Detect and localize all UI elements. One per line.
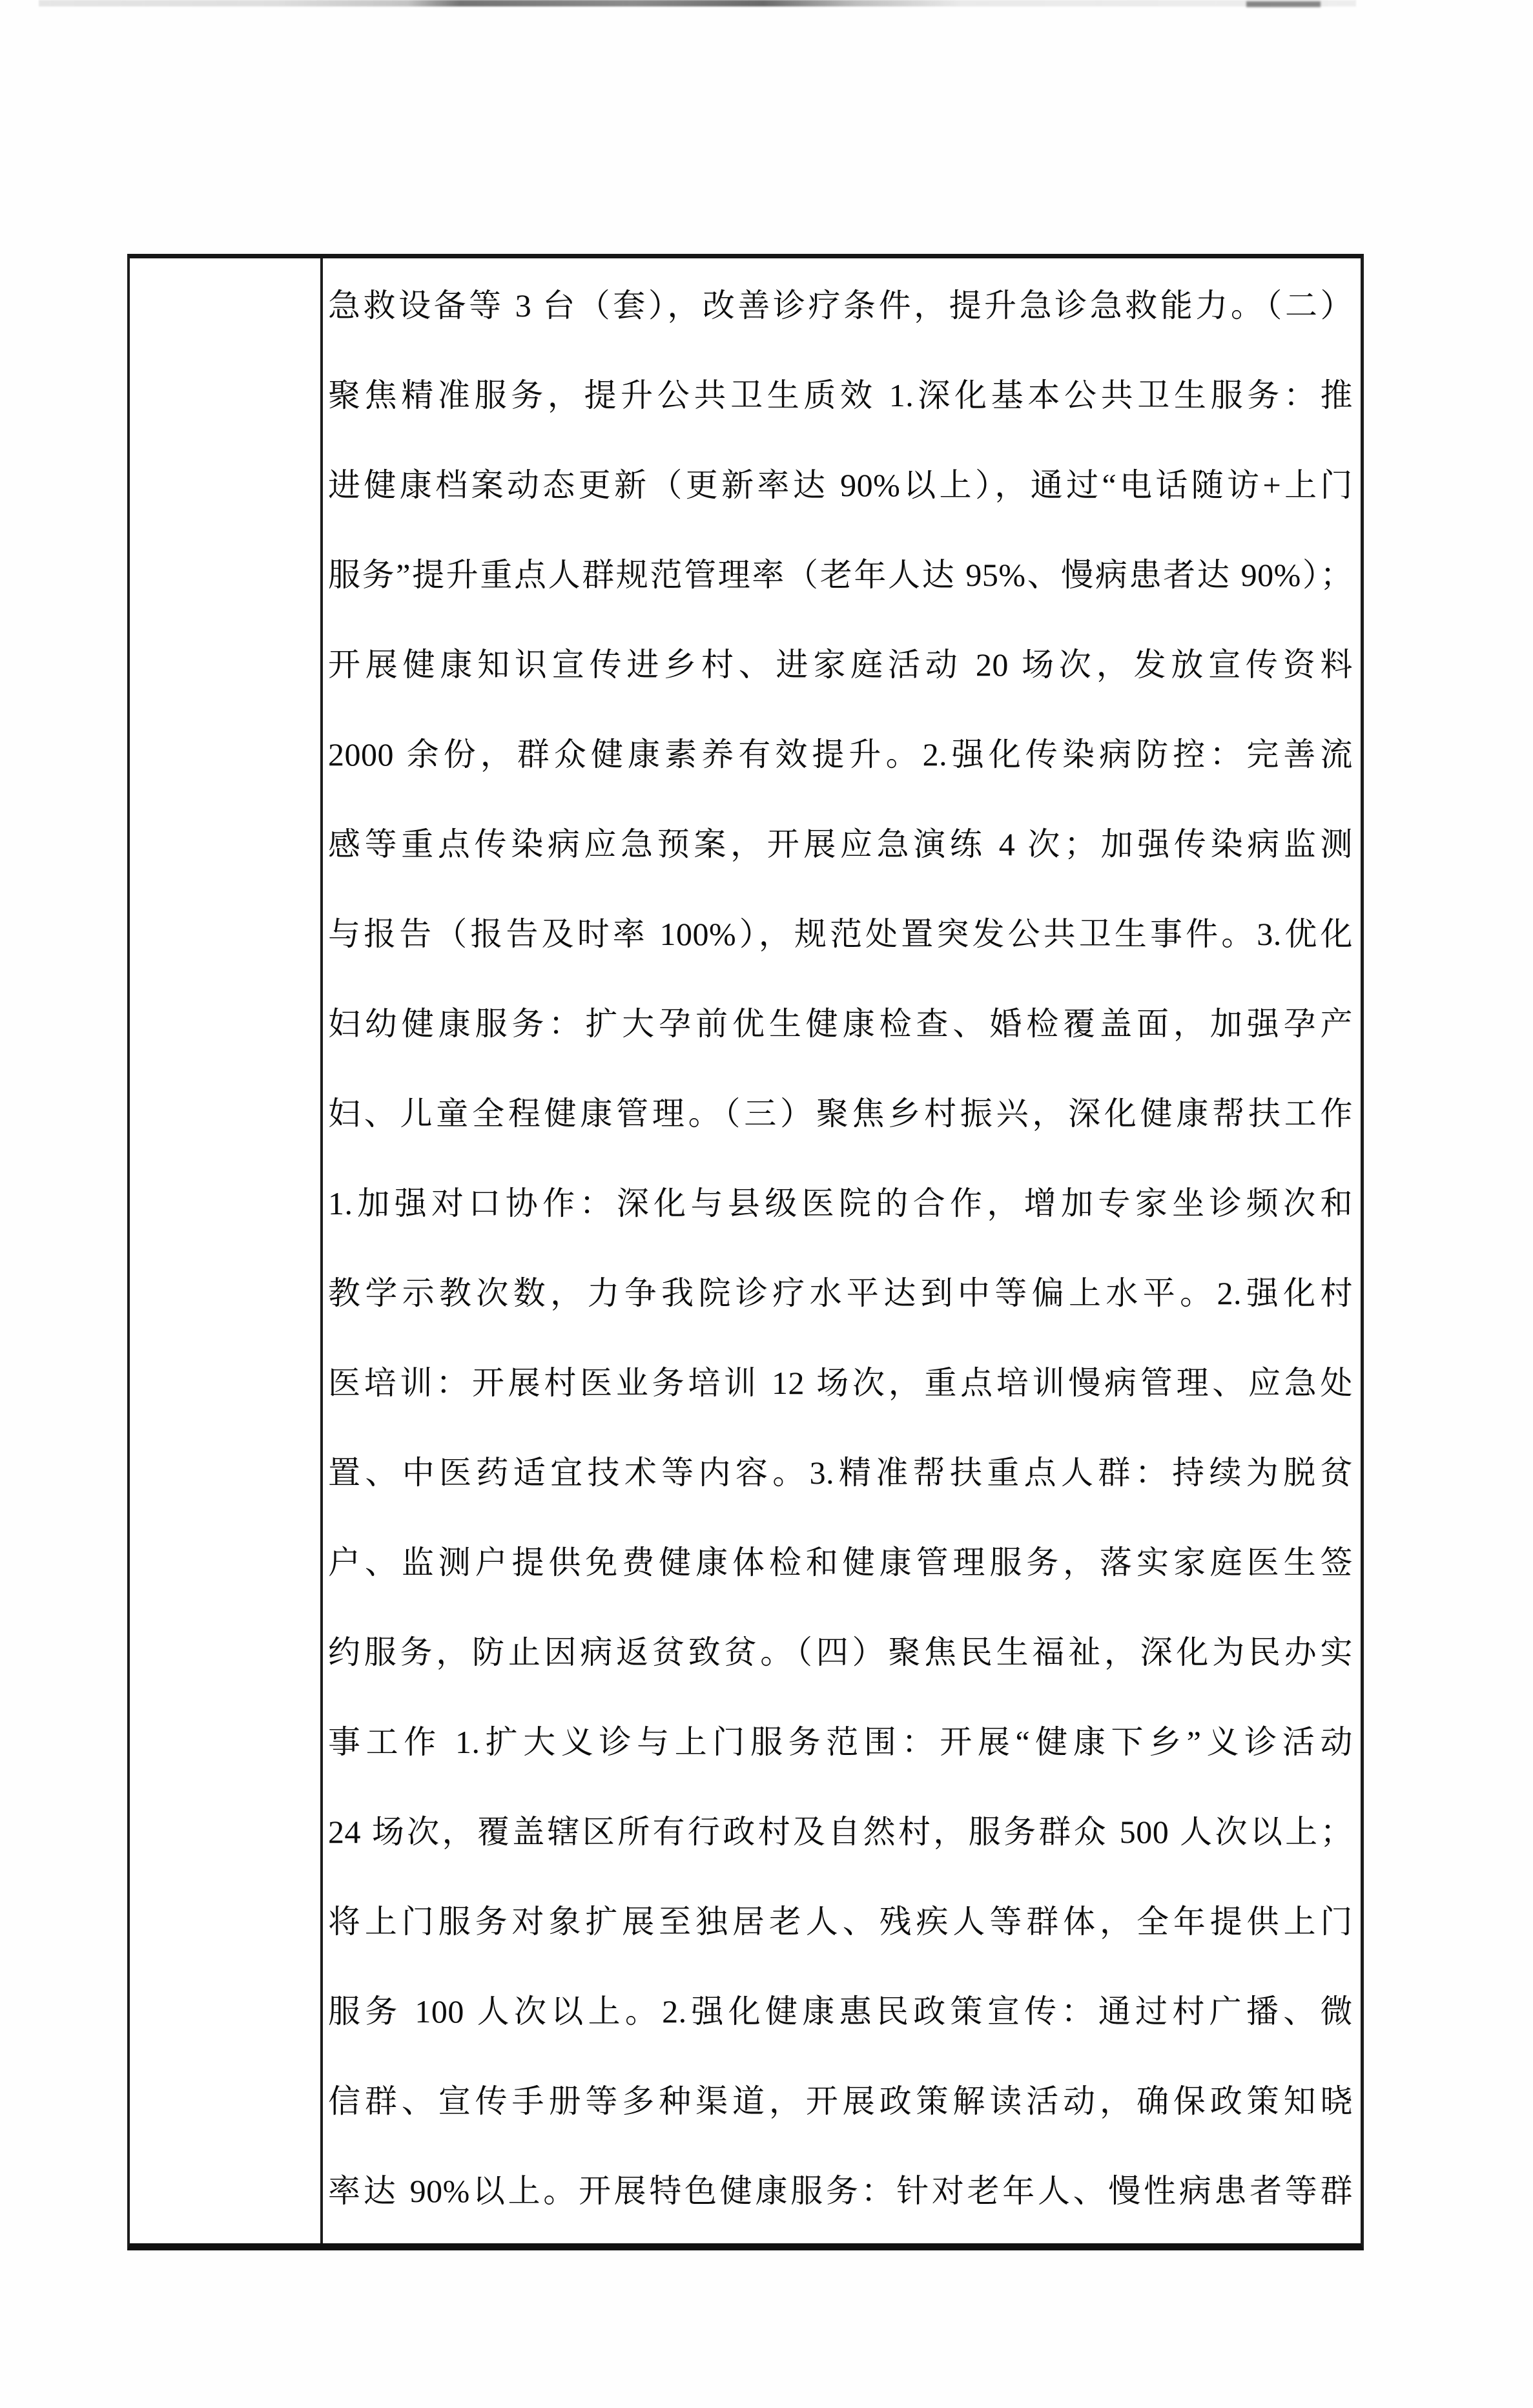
document-table — [127, 254, 1364, 2250]
text-line: 聚焦精准服务，提升公共卫生质效 1.深化基本公共卫生服务：推 — [328, 377, 1353, 413]
scan-smudge-band — [39, 0, 1356, 6]
text-line: 率达 90%以上。开展特色健康服务：针对老年人、慢性病患者等群 — [328, 2173, 1353, 2209]
text-line: 1.加强对口协作：深化与县级医院的合作，增加专家坐诊频次和 — [328, 1185, 1353, 1221]
text-line: 急救设备等 3 台（套），改善诊疗条件，提升急诊急救能力。（二） — [328, 287, 1353, 324]
text-line: 2000 余份，群众健康素养有效提升。2.强化传染病防控：完善流 — [328, 736, 1353, 773]
text-line: 教学示教次数，力争我院诊疗水平达到中等偏上水平。2.强化村 — [328, 1275, 1353, 1311]
text-line: 将上门服务对象扩展至独居老人、残疾人等群体，全年提供上门 — [328, 1904, 1353, 1940]
text-line: 服务 100 人次以上。2.强化健康惠民政策宣传：通过村广播、微 — [328, 1993, 1353, 2029]
table-text-cell — [323, 258, 1361, 2243]
text-line: 妇、儿童全程健康管理。（三）聚焦乡村振兴，深化健康帮扶工作 — [328, 1095, 1353, 1132]
text-line: 与报告（报告及时率 100%），规范处置突发公共卫生事件。3.优化 — [328, 916, 1353, 952]
text-line: 约服务，防止因病返贫致贫。（四）聚焦民生福祉，深化为民办实 — [328, 1634, 1353, 1670]
text-line: 户、监测户提供免费健康体检和健康管理服务，落实家庭医生签 — [328, 1544, 1353, 1581]
table-empty-left-cell — [130, 258, 323, 2243]
text-line: 医培训：开展村医业务培训 12 场次，重点培训慢病管理、应急处 — [328, 1365, 1353, 1401]
scan-smudge-dash — [1246, 1, 1321, 7]
text-line: 置、中医药适宜技术等内容。3.精准帮扶重点人群：持续为脱贫 — [328, 1455, 1353, 1491]
text-line: 感等重点传染病应急预案，开展应急演练 4 次；加强传染病监测 — [328, 826, 1353, 862]
text-line: 信群、宣传手册等多种渠道，开展政策解读活动，确保政策知晓 — [328, 2083, 1353, 2119]
text-line: 事工作 1.扩大义诊与上门服务范围：开展“健康下乡”义诊活动 — [328, 1724, 1353, 1760]
text-line: 进健康档案动态更新（更新率达 90%以上），通过“电话随访+上门 — [328, 467, 1353, 503]
text-line: 开展健康知识宣传进乡村、进家庭活动 20 场次，发放宣传资料 — [328, 647, 1353, 683]
text-line: 服务”提升重点人群规范管理率（老年人达 95%、慢病患者达 90%）； — [328, 557, 1353, 593]
text-line: 24 场次，覆盖辖区所有行政村及自然村，服务群众 500 人次以上； — [328, 1814, 1353, 1850]
text-line: 妇幼健康服务：扩大孕前优生健康检查、婚检覆盖面，加强孕产 — [328, 1006, 1353, 1042]
